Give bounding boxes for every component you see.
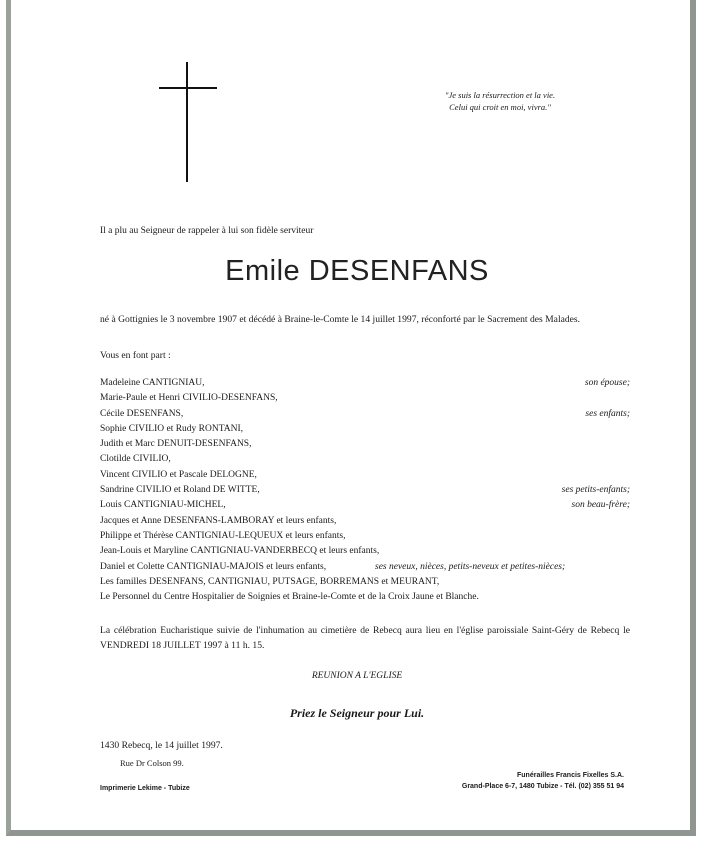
- family-row: [100, 514, 630, 529]
- printer-credit: Imprimerie Lekime - Tubize: [100, 785, 190, 792]
- prayer-text: Priez le Seigneur pour Lui.: [289, 706, 425, 720]
- announce-text: Vous en font part :: [100, 350, 171, 361]
- family-member-name: Judith et Marc DENUIT-DESENFANS,: [100, 439, 252, 450]
- funeral-home: [462, 770, 624, 792]
- family-row: [100, 437, 630, 452]
- family-member-name: Madeleine CANTIGNIAU,: [100, 378, 205, 388]
- ceremony-text: La célébration Eucharistique suivie de l'inhumation au cimetière de Rebecq aura lieu en l'église paroissiale Saint-Géry de Rebecq le VENDREDI 18 JUILLET 1997 à 11 h. 15.: [100, 625, 630, 651]
- street-address: Rue Dr Colson 99.: [120, 758, 184, 768]
- family-row: [100, 452, 630, 467]
- family-member-name: Cécile DESENFANS,: [100, 408, 184, 419]
- family-member-name: Jean-Louis et Maryline CANTIGNIAU-VANDERBECQ et leurs enfants,: [100, 546, 380, 557]
- family-member-name: Sandrine CIVILIO et Roland DE WITTE,: [100, 485, 260, 496]
- family-member-name: Les familles DESENFANS, CANTIGNIAU, PUTSAGE, BORREMANS et MEURANT,: [100, 576, 440, 587]
- family-member-name: Louis CANTIGNIAU-MICHEL,: [100, 500, 226, 511]
- family-list: [100, 376, 630, 605]
- family-relation: ses neveux, nièces, petits-neveux et petites-nièces;: [375, 561, 566, 572]
- family-row: [100, 544, 630, 559]
- family-member-name: Clotilde CIVILIO,: [100, 454, 171, 465]
- family-member-name: Sophie CIVILIO et Rudy RONTANI,: [100, 423, 244, 434]
- family-relation: ses petits-enfants;: [561, 485, 630, 496]
- family-row: [100, 575, 630, 590]
- family-member-name: Vincent CIVILIO et Pascale DELOGNE,: [100, 469, 257, 480]
- family-row: [100, 590, 630, 605]
- family-row: [100, 376, 630, 391]
- quote-line-1: "Je suis la résurrection et la vie.: [444, 90, 556, 100]
- family-relation: son beau-frère;: [571, 500, 630, 511]
- family-relation: ses enfants;: [585, 408, 630, 419]
- family-row: [100, 529, 630, 544]
- cross-icon: [186, 62, 188, 182]
- family-member-name: Marie-Paule et Henri CIVILIO-DESENFANS,: [100, 393, 278, 404]
- deceased-name: Emile DESENFANS: [225, 255, 489, 287]
- family-row: [100, 468, 630, 483]
- family-row: [100, 483, 630, 498]
- family-relation: son épouse;: [584, 378, 630, 388]
- reunion-text: REUNION A L'EGLISE: [311, 671, 403, 681]
- family-member-name: Philippe et Thérèse CANTIGNIAU-LEQUEUX et leurs enfants,: [100, 530, 346, 541]
- place-date: 1430 Rebecq, le 14 juillet 1997.: [100, 740, 223, 751]
- funeral-home-address: Grand-Place 6-7, 1480 Tubize - Tél. (02) 355 51 94: [461, 783, 624, 790]
- family-row: [100, 391, 630, 406]
- family-row: [100, 498, 630, 513]
- cross-icon-bar: [159, 87, 217, 89]
- quote-line-2: Celui qui croit en moi, vivra.": [449, 102, 551, 112]
- family-member-name: Daniel et Colette CANTIGNIAU-MAJOIS et leurs enfants,: [100, 561, 327, 572]
- family-member-name: Le Personnel du Centre Hospitalier de Soignies et Braine-le-Comte et de la Croix Jaune et Blanche.: [100, 592, 479, 603]
- intro-text: Il a plu au Seigneur de rappeler à lui son fidèle serviteur: [100, 226, 314, 236]
- bible-quote: [400, 89, 600, 113]
- family-row: [100, 407, 630, 422]
- family-row: [100, 560, 630, 575]
- family-member-name: Jacques et Anne DESENFANS-LAMBORAY et leurs enfants,: [100, 515, 337, 526]
- funeral-home-name: Funérailles Francis Fixelles S.A.: [517, 772, 624, 779]
- family-row: [100, 422, 630, 437]
- birth-death-text: né à Gottignies le 3 novembre 1907 et décédé à Braine-le-Comte le 14 juillet 1997, réconforté par le Sacrement des Malades.: [100, 314, 581, 325]
